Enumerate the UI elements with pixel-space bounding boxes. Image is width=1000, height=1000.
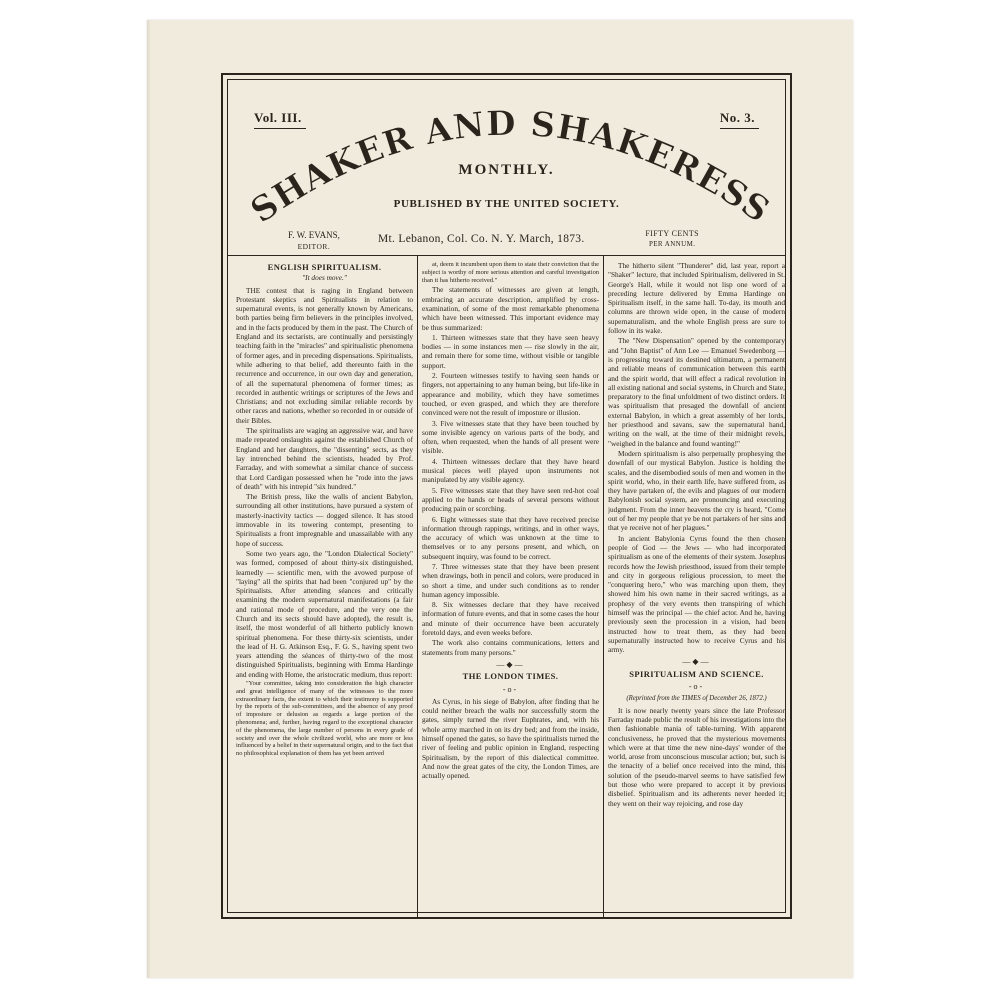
price-amount: FIFTY CENTS [645,229,699,238]
dateline: Mt. Lebanon, Col. Co. N. Y. March, 1873. [378,233,585,245]
quoted-paragraph: at, deem it incumbent upon them to state their conviction that the subject is worthy of more serious attention and careful investigation than it has hitherto received." [422,261,599,284]
paragraph: The spiritualists are waging an aggressive war, and have made repeated onslaughts against the established Church of England and her daughters, the "dissenting" sects, as they lay intrenched behind the scientists, headed by Prof. Farraday, and with somewhat a similar chance of success that Lord Cardigan possessed when he "rode into the jaws of death" with his intrepid "six hundred." [236,426,413,491]
column-2 [422,261,599,916]
article-heading: THE LONDON TIMES. [462,671,559,682]
section-ornament: -o- [688,682,705,692]
article-heading: ENGLISH SPIRITUALISM. [267,262,382,272]
paragraph: 4. Thirteen witnesses declare that they have heard musical pieces well played upon instruments not manipulated by any visible agency. [422,456,599,485]
reprint-note: (Reprinted from the TIMES of December 26, 1872.) [626,695,767,703]
paragraph: 2. Fourteen witnesses testify to having seen hands or fingers, not appertaining to any human being, but life-like in appearance and mobility, which they have sometimes touched, or even grasped, and which they are therefore convinced were not the result of imposture or illusion. [422,371,599,418]
paragraph: 8. Six witnesses declare that they have received information of future events, and that in some cases the hour and minute of their occurrence have been accurately foretold days, and even weeks before. [422,600,599,638]
column-3 [608,261,785,916]
volume-label: Vol. III. [254,110,302,125]
masthead-rule [228,255,785,256]
column-1 [236,261,413,916]
section-ornament: —◆— [496,659,525,669]
column-rule-2 [603,256,604,918]
issue-number: No. 3. [719,110,755,125]
publisher-line: PUBLISHED BY THE UNITED SOCIETY. [393,198,620,210]
paragraph: 3. Five witnesses state that they have been touched by some invisible agency on various parts of the body, and often, when requested, when the hands of all present were visible. [422,418,599,456]
paragraph: The work also contains communications, letters and statements from many persons." [422,638,599,657]
article-heading: SPIRITUALISM AND SCIENCE. [629,668,764,679]
page-edge-shadow [147,20,151,978]
page-frame-inner [227,79,786,913]
editor-title: EDITOR. [297,242,331,251]
editor-name: F. W. EVANS, [288,230,340,240]
paragraph: It is now nearly twenty years since the late Professor Farraday made public the result of his investigations into the then fashionable mania of table-turning. With apparent conclusiveness, he proved that the mysterious movements which were at that time the new nine-days' wonder of the world, arose from unconscious muscular action; but, such is the tenacity of a belief once received into the mind, this solution of the pseudo-marvel seems to have satisfied few but those who were prepared to accept it by previous disbelief. Spiritualism and its adherents never heeded it; they went on their way rejoicing, and rose day [608,705,785,808]
paragraph: In ancient Babylonia Cyrus found the then chosen people of God — the Jews — who had incorporated spiritualism as one of the elements of their system. Josephus records how the Jewish priesthood, issued from their temple and city in gorgeous religious procession, to meet the "conquering hero," who was marching upon them, they showed him his own name in their sacred writings, as a prophesy of the very events then transpiring of which himself was the principal — the chief actor. And he, having previously seen the procession in a vision, had been instructed how to treat them, as they had been supernaturally instructed how to receive Cyrus and his army. [608,533,785,655]
page-frame [221,73,792,919]
column-rule-1 [417,256,418,918]
paragraph: 5. Five witnesses state that they have seen red-hot coal applied to the hands or heads of several persons without producing pain or scorching. [422,485,599,514]
paragraph: The British press, like the walls of ancient Babylon, surrounding all other institutions, have pursued a system of masterly-inactivity tactics — dogged silence. It has stood immovable in its towering contempt, presenting to Spiritualists a front impregnable and unassailable with any hope of success. [236,492,413,548]
section-ornament: -o- [502,684,519,694]
article-subheading: "It does move." [302,273,347,283]
editor-block [288,230,340,252]
paragraph: Modern spiritualism is also perpetually prophesying the downfall of our mystical Babylon. Justice is holding the scales, and the disembodied souls of men and women in the spirit world, who, in their earth life, have suffered from, as they have partaken of, the evils and plagues of our modern Babylonish social system, are pronouncing and executing judgment. From the inner heavens the cry is heard, "Come out of her my people that ye be not partakers of her sins and that ye receive not of her plagues." [608,448,785,533]
masthead-subtitle: MONTHLY. [458,162,555,178]
paragraph: THE contest that is raging in England between Protestant skeptics and Spiritualists in relation to supernatural events, is not generally known by Americans, both parties being firm believers in the principles involved, and in the facts produced by them in the past. The Church of England and its sectarists, are continually and persistingly teaching faith in the "miracles" and spiritualistic phenomena of former ages, and in preceding dispensations. Spiritualists, while adhering to that belief, add thereunto faith in the recurrence and occurrence, in our own day and generation, of all the supernatural phenomena of former times; as recorded in authentic writings or scriptures of the Jews and Christians; and not excluding similar reliable records by other races and nations, whether so recorded in or outside of their Bibles. [236,285,413,425]
paragraph: 7. Three witnesses state that they have been present when drawings, both in pencil and colors, were produced in so short a time, and under such conditions as to render human agency impossible. [422,562,599,599]
quoted-paragraph: "Your committee, taking into consideration the high character and great intelligence of many of the witnesses to the more extraordinary facts, the extent to which their testimony is supported by the reports of the sub-committees, and the absence of any proof of imposture or delusion as regards a large portion of the phenomena; and, further, having regard to the exceptional character of the phenomena, the large number of persons in every grade of society and over the whole civilized world, who are more or less influenced by a belief in their supernatural origin, and to the fact that no philosophical explanation of them has yet been arrived [236,680,413,758]
paragraph: The hitherto silent "Thunderer" did, last year, report a "Shaker" lecture, that included Spiritualism, delivered in St. George's Hall, while it would not lisp one word of a preceding lecture delivered by Emma Hardinge on Spiritualism itself, in the same hall. To-day, its mouth and columns are thrown wide open, in the cause of modern supernaturalism, and the whole English press are sure to follow in its wake. [608,261,785,336]
paragraph: As Cyrus, in his siege of Babylon, after finding that he could neither breach the walls nor successfully storm the gates, simply turned the river Euphrates, and, with his whole army marched in on its dry bed; and from the inside, himself opened the gates, so have the spiritualists turned the river of feeling and public opinion in England, respecting Spiritualism, by the report of this dialectical committee. And now the great gates of the city, the London Times, are actually opened. [422,696,599,781]
price-period: PER ANNUM. [648,240,696,248]
price-block [645,228,699,250]
paragraph: 6. Eight witnesses state that they have received precise information through rappings, writings, and in other ways, the accuracy of which was unknown at the time to themselves or to any persons present, and which, on subsequent inquiry, was found to be correct. [422,514,599,561]
paragraph: Some two years ago, the "London Dialectical Society" was formed, composed of about thirty-six distinguished, learnedly — scientific men, with the avowed purpose of "laying" all the spirits that had been "conjured up" by the Spiritualists. After attending séances and critically examining the modern supernatural manifestations (a fair and rational mode of procedure, and the very one the Church and its sects should have adopted), the result is, itself, the most wonderful of all hitherto publicly known spiritual phenomena. For these thirty-six scientists, under the lead of H. G. Atkinson Esq., F. G. S., having spent two years attending the séances of thirty-two of the most distinguished Spiritualists, beginning with Emma Hardinge and ending with Home, the aristocratic medium, thus report: [236,548,413,679]
paragraph: The "New Dispensation" opened by the contemporary and "John Baptist" of Ann Lee — Emanuel Swedenborg — is progressing toward its destined ultimatum, a permanent and reliable means of communication between this earth and the spirit world, that will effect a radical revolution in all existing national and social systems, in Church and State, preparatory to the final unfoldment of two distinct orders. It was spiritualism that presaged the downfall of ancient external Babylon, in which a great assembly of her lords, her priesthood and savans, saw the supernatural hand, writing on the wall, at the time of their midnight revels, "weighed in the balance and found wanting!" [608,336,785,448]
paragraph: 1. Thirteen witnesses state that they have seen heavy bodies — in some instances men — rise slowly in the air, and remain there for some time, without visible or tangible support. [422,332,599,370]
section-ornament: —◆— [682,657,711,667]
paragraph: The statements of witnesses are given at length, embracing an accurate description, amplified by cross-examination, of some of the most remarkable phenomena which have been witnessed. This important evidence may be thus summarized: [422,285,599,332]
masthead-title-text: SHAKER AND SHAKERESS [243,103,778,232]
